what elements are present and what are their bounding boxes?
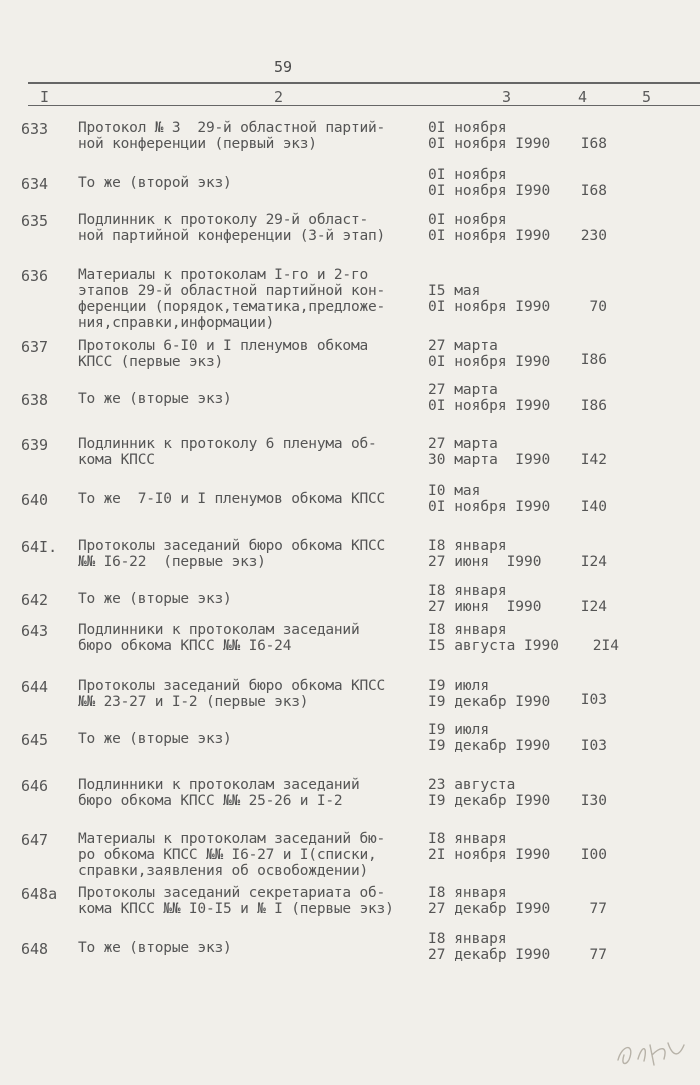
item-dates: 0I ноября 0I ноября I990	[428, 120, 551, 152]
item-title: Подлинник к протоколу 29-й област- ной партийной конференции (3-й этап)	[78, 212, 386, 244]
header-rule-top	[28, 82, 700, 84]
item-dates: I8 января 2I ноября I990	[428, 831, 551, 863]
item-title: Подлинник к протоколу 6 пленума об- кома КПСС	[78, 436, 377, 468]
item-dates: I9 июля I9 декабр I990	[428, 678, 551, 710]
item-title: Протоколы заседаний секретариата об- кома КПСС №№ I0-I5 и № I (первые экз)	[78, 885, 394, 917]
item-title: То же (вторые экз)	[78, 731, 232, 747]
item-dates: 0I ноября 0I ноября I990	[428, 212, 551, 244]
item-title: То же (вторые экз)	[78, 591, 232, 607]
item-number: 645	[21, 731, 49, 749]
sheet-count: I42	[580, 452, 607, 468]
item-dates: 27 марта 30 марта I990	[428, 436, 551, 468]
sheet-count: I68	[580, 183, 607, 199]
sheet-count: I03	[580, 692, 607, 708]
item-number: 640	[21, 491, 49, 509]
sheet-count: 230	[580, 228, 607, 244]
item-number: 646	[21, 777, 49, 795]
item-number: 634	[21, 175, 49, 193]
sheet-count: I24	[580, 599, 607, 615]
item-dates: I8 января 27 декабр I990	[428, 931, 551, 963]
item-title: То же 7-I0 и I пленумов обкома КПСС	[78, 491, 386, 507]
item-dates: I5 мая 0I ноября I990	[428, 283, 551, 315]
item-number: 647	[21, 831, 49, 849]
column-header-5: 5	[642, 88, 652, 106]
column-header-3: 3	[502, 88, 512, 106]
item-number: 643	[21, 622, 49, 640]
item-title: Подлинники к протоколам заседаний бюро обкома КПСС №№ I6-24	[78, 622, 360, 654]
sheet-count: 2I4	[592, 638, 619, 654]
item-dates: 27 марта 0I ноября I990	[428, 338, 551, 370]
item-title: То же (вторые экз)	[78, 391, 232, 407]
handwritten-mark-icon	[608, 1015, 698, 1075]
item-number: 642	[21, 591, 49, 609]
item-title: То же (второй экз)	[78, 175, 232, 191]
header-rule-bottom	[28, 105, 700, 106]
column-header-1: I	[40, 88, 50, 106]
item-dates: 27 марта 0I ноября I990	[428, 382, 551, 414]
item-number: 64I.	[21, 538, 58, 556]
item-number: 648	[21, 940, 49, 958]
sheet-count: 77	[589, 947, 607, 963]
sheet-count: I86	[580, 398, 607, 414]
sheet-count: 77	[589, 901, 607, 917]
sheet-count: I86	[580, 352, 607, 368]
sheet-count: I00	[580, 847, 607, 863]
item-dates: I8 января 27 июня I990	[428, 583, 542, 615]
item-title: То же (вторые экз)	[78, 940, 232, 956]
item-number: 637	[21, 338, 49, 356]
sheet-count: I40	[580, 499, 607, 515]
item-number: 633	[21, 120, 49, 138]
item-dates: 0I ноября 0I ноября I990	[428, 167, 551, 199]
item-number: 639	[21, 436, 49, 454]
item-number: 638	[21, 391, 49, 409]
sheet-count: I68	[580, 136, 607, 152]
item-number: 648а	[21, 885, 58, 903]
item-dates: I9 июля I9 декабр I990	[428, 722, 551, 754]
sheet-count: I30	[580, 793, 607, 809]
item-title: Протоколы заседаний бюро обкома КПСС №№ I6-22 (первые экз)	[78, 538, 386, 570]
item-dates: I8 января I5 августа I990	[428, 622, 559, 654]
item-dates: I0 мая 0I ноября I990	[428, 483, 551, 515]
item-dates: I8 января 27 июня I990	[428, 538, 542, 570]
sheet-count: 70	[589, 299, 607, 315]
item-title: Протоколы заседаний бюро обкома КПСС №№ 23-27 и I-2 (первые экз)	[78, 678, 386, 710]
item-title: Материалы к протоколам заседаний бю- ро обкома КПСС №№ I6-27 и I(списки, справки,заявления об освобождении)	[78, 831, 386, 879]
page-number: 59	[274, 58, 293, 76]
item-dates: 23 августа I9 декабр I990	[428, 777, 551, 809]
item-title: Подлинники к протоколам заседаний бюро обкома КПСС №№ 25-26 и I-2	[78, 777, 360, 809]
sheet-count: I24	[580, 554, 607, 570]
item-title: Протокол № 3 29-й областной партий- ной конференции (первый экз)	[78, 120, 386, 152]
column-header-4: 4	[578, 88, 588, 106]
item-number: 644	[21, 678, 49, 696]
item-title: Протоколы 6-I0 и I пленумов обкома КПСС (первые экз)	[78, 338, 369, 370]
item-dates: I8 января 27 декабр I990	[428, 885, 551, 917]
column-header-2: 2	[274, 88, 284, 106]
item-number: 636	[21, 267, 49, 285]
item-number: 635	[21, 212, 49, 230]
sheet-count: I03	[580, 738, 607, 754]
item-title: Материалы к протоколам I-го и 2-го этапов 29-й областной партийной кон- ференции (порядок,тематика,предложе- ния,справки,информации)	[78, 267, 386, 331]
